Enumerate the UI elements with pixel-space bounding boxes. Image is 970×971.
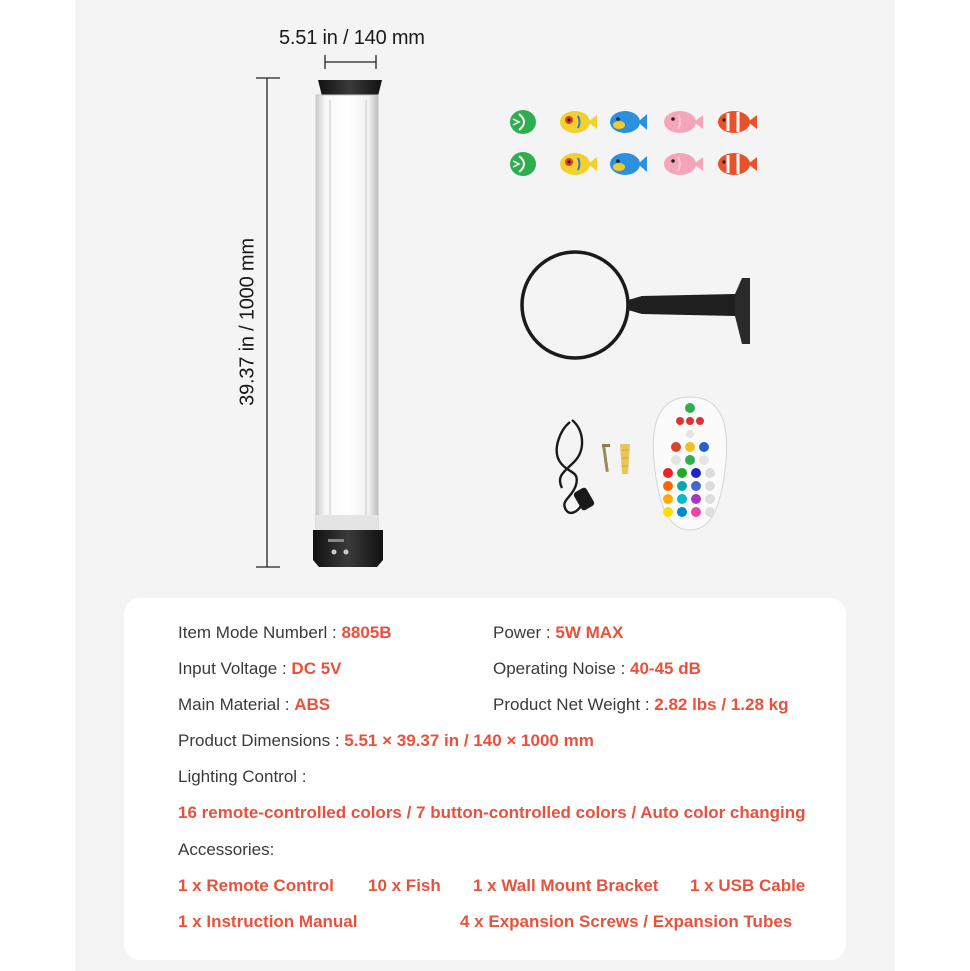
spec-material bbox=[178, 695, 330, 715]
accessory-item: 10 x Fish bbox=[368, 876, 441, 895]
spec-dimensions bbox=[178, 731, 594, 751]
height-dimension-line bbox=[256, 78, 280, 567]
spec-dimensions-value: 5.51 × 39.37 in / 140 × 1000 mm bbox=[344, 731, 594, 750]
accessory-item: 4 x Expansion Screws / Expansion Tubes bbox=[460, 912, 793, 931]
spec-voltage-label: Input Voltage : bbox=[178, 659, 292, 678]
spec-power-value: 5W MAX bbox=[555, 623, 624, 642]
accessory-item: 1 x Remote Control bbox=[178, 876, 334, 895]
wall-bracket-image bbox=[522, 252, 750, 358]
spec-material-label: Main Material : bbox=[178, 695, 295, 714]
spec-noise-label: Operating Noise : bbox=[493, 659, 631, 678]
spec-model-label: Item Mode Numberl : bbox=[178, 623, 342, 642]
aquarium-tube-image bbox=[313, 80, 383, 567]
spec-power-label: Power : bbox=[493, 623, 556, 642]
spec-dimensions-label: Product Dimensions : bbox=[178, 731, 345, 750]
accessory-item: 1 x Instruction Manual bbox=[178, 912, 358, 931]
width-dimension-label: 5.51 in / 140 mm bbox=[279, 27, 425, 49]
remote-control-image bbox=[653, 397, 726, 530]
spec-voltage bbox=[178, 659, 342, 679]
spec-material-value: ABS bbox=[294, 695, 331, 714]
spec-power bbox=[493, 623, 623, 643]
spec-weight bbox=[493, 695, 788, 715]
spec-weight-label: Product Net Weight : bbox=[493, 695, 655, 714]
fish-figures-image bbox=[510, 110, 757, 176]
screws-image bbox=[602, 444, 630, 474]
usb-cable-image bbox=[557, 420, 594, 513]
spec-noise-value: 40-45 dB bbox=[630, 659, 701, 678]
spec-noise bbox=[493, 659, 701, 679]
accessory-item: 1 x Wall Mount Bracket bbox=[473, 876, 659, 895]
spec-lighting-label: Lighting Control : bbox=[178, 767, 307, 786]
spec-lighting-value: 16 remote-controlled colors / 7 button-controlled colors / Auto color changing bbox=[178, 803, 806, 822]
height-dimension-label: 39.37 in / 1000 mm bbox=[236, 238, 259, 406]
spec-accessories-label: Accessories: bbox=[178, 840, 275, 859]
spec-weight-value: 2.82 lbs / 1.28 kg bbox=[654, 695, 789, 714]
width-dimension-line bbox=[325, 55, 376, 69]
accessory-item: 1 x USB Cable bbox=[690, 876, 806, 895]
spec-voltage-value: DC 5V bbox=[291, 659, 342, 678]
spec-model bbox=[178, 623, 392, 643]
spec-model-value: 8805B bbox=[341, 623, 392, 642]
